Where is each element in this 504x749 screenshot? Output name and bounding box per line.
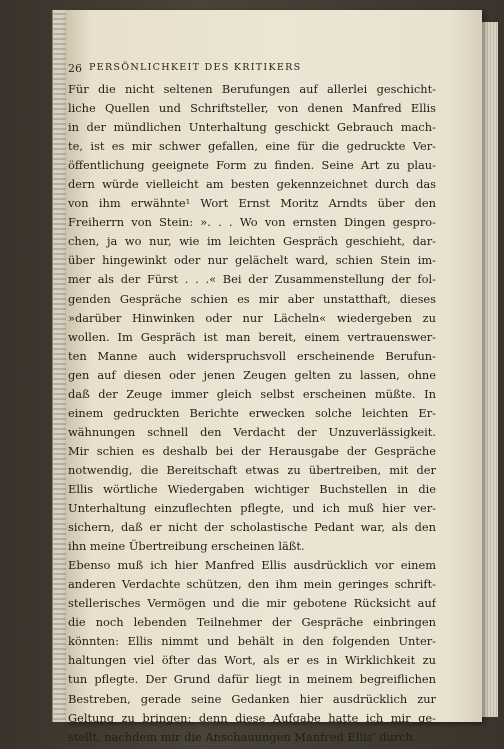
text-line: wähnungen schnell den Verdacht der Unzuverlässigkeit. <box>68 424 436 439</box>
text-line: anderen Verdachte schützen, den ihm mein geringes schrift- <box>68 577 436 592</box>
text-line: wollen. Im Gespräch ist man bereit, einem vertrauenswer- <box>68 329 436 344</box>
text-line: ihn meine Übertreibung erscheinen läßt. <box>68 539 305 554</box>
text-line: tun pflegte. Der Grund dafür liegt in meinem begreiflichen <box>68 672 436 687</box>
text-line: »darüber Hinwinken oder nur Lächeln« wiedergeben zu <box>68 310 436 325</box>
body-text <box>68 80 436 747</box>
text-line: Geltung zu bringen; denn diese Aufgabe hatte ich mir ge- <box>68 710 436 725</box>
text-line: dern würde vielleicht am besten gekennzeichnet durch das <box>68 177 436 192</box>
text-line: daß der Zeuge immer gleich selbst erscheinen müßte. In <box>68 386 436 401</box>
text-line: sichern, daß er nicht der scholastische Pedant war, als den <box>68 520 436 535</box>
text-line: Für die nicht seltenen Berufungen auf allerlei geschicht- <box>68 82 436 96</box>
text-line: stellt, nachdem mir die Anschauungen Manfred Ellis' durch <box>68 729 414 744</box>
running-head: PERSÖNLICHKEIT DES KRITIKERS <box>89 62 302 73</box>
text-line: gen auf diesen oder jenen Zeugen gelten zu lassen, ohne <box>68 367 436 382</box>
text-line: haltungen viel öfter das Wort, als er es in Wirklichkeit zu <box>68 653 436 668</box>
text-line: te, ist es mir schwer gefallen, eine für die gedruckte Ver- <box>68 139 436 154</box>
text-line: Ellis wörtliche Wiedergaben wichtiger Buchstellen in die <box>68 481 436 496</box>
text-line: Ebenso muß ich hier Manfred Ellis ausdrücklich vor einem <box>68 558 436 573</box>
text-line: die noch lebenden Teilnehmer der Gespräche einbringen <box>68 615 436 630</box>
text-line: liche Quellen und Schriftsteller, von denen Manfred Ellis <box>68 101 436 116</box>
text-line: Freiherrn von Stein: ». . . Wo von ernsten Dingen gespro- <box>68 215 436 230</box>
text-line: Mir schien es deshalb bei der Herausgabe der Gespräche <box>68 443 436 458</box>
text-line: chen, ja wo nur, wie im leichten Gespräch geschieht, dar- <box>68 234 436 249</box>
text-line: mer als der Fürst . . .« Bei der Zusammenstellung der fol- <box>68 272 436 287</box>
text-line: öffentlichung geeignete Form zu finden. Seine Art zu plau- <box>68 158 436 173</box>
text-line: Unterhaltung einzuflechten pflegte, und ich muß hier ver- <box>68 501 436 516</box>
text-line: ten Manne auch widerspruchsvoll erscheinende Berufun- <box>68 348 436 363</box>
text-line: könnten: Ellis nimmt und behält in den folgenden Unter- <box>68 634 436 649</box>
text-line: über hingewinkt oder nur gelächelt ward, schien Stein im- <box>68 253 436 268</box>
text-line: notwendig, die Bereitschaft etwas zu übertreiben, mit der <box>68 462 436 477</box>
text-line: einem gedruckten Berichte erwecken solche leichten Er- <box>68 405 436 420</box>
text-line: in der mündlichen Unterhaltung geschickt Gebrauch mach- <box>68 120 436 135</box>
page-edges <box>482 22 498 717</box>
page-number: 26 <box>68 62 82 75</box>
text-line: von ihm erwähnte¹ Wort Ernst Moritz Arndts über den <box>68 196 436 211</box>
text-line: stellerisches Vermögen und die mir gebotene Rücksicht auf <box>68 596 436 611</box>
text-line: genden Gespräche schien es mir aber unstatthaft, dieses <box>68 291 436 306</box>
text-line: Bestreben, gerade seine Gedanken hier ausdrücklich zur <box>68 691 436 706</box>
